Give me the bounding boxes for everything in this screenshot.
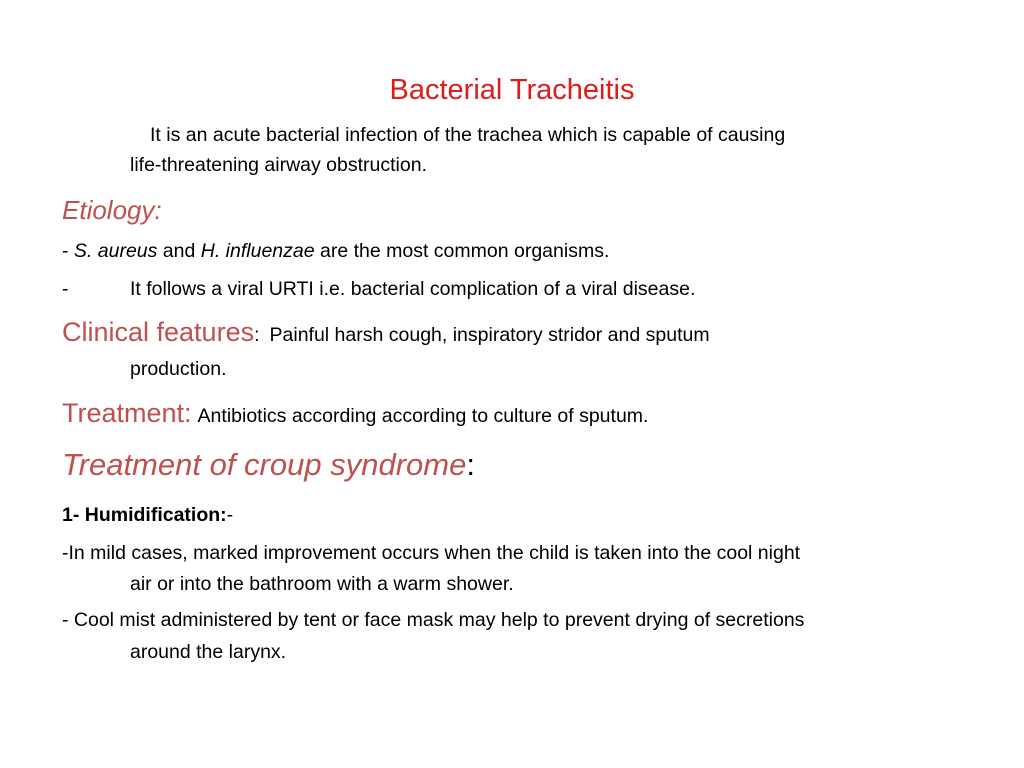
croup-heading-line <box>62 446 475 484</box>
clinical-features-text-1: Painful harsh cough, inspiratory stridor and sputum <box>269 324 710 346</box>
organism-s-aureus: S. aureus <box>73 240 158 262</box>
croup-item-2-line-2: around the larynx. <box>130 641 287 663</box>
croup-item-2-line-1: - Cool mist administered by tent or face mask may help to prevent drying of secretions <box>62 609 805 631</box>
croup-heading: Treatment of croup syndrome <box>62 447 467 482</box>
clinical-features-heading: Clinical features <box>62 317 255 347</box>
croup-heading-colon: : <box>466 447 475 482</box>
treatment-heading: Treatment: <box>62 398 192 428</box>
clinical-features-colon: : <box>254 324 260 346</box>
clinical-features-line <box>62 315 710 349</box>
etiology-item-1-rest: are the most common organisms. <box>314 240 610 262</box>
croup-item-1-line-2: air or into the bathroom with a warm shower. <box>130 573 514 595</box>
slide-title: Bacterial Tracheitis <box>389 74 635 106</box>
etiology-item-2-text: It follows a viral URTI i.e. bacterial complication of a viral disease. <box>130 278 696 300</box>
clinical-features-text-2: production. <box>130 358 227 380</box>
croup-item-1-line-1: -In mild cases, marked improvement occurs when the child is taken into the cool night <box>62 542 801 564</box>
etiology-heading: Etiology: <box>62 195 162 225</box>
treatment-text: Antibiotics according according to culture of sputum. <box>197 405 649 427</box>
etiology-item-1 <box>62 238 609 264</box>
etiology-item-2-dash: - <box>62 278 69 300</box>
humidification-line <box>62 502 233 528</box>
humidification-heading: 1- Humidification: <box>62 504 227 526</box>
intro-line-1: It is an acute bacterial infection of the trachea which is capable of causing <box>150 124 786 146</box>
etiology-item-1-and: and <box>157 240 201 262</box>
humidification-suffix: - <box>226 504 234 526</box>
treatment-line <box>62 396 648 430</box>
intro-line-2: life-threatening airway obstruction. <box>130 154 427 176</box>
etiology-item-1-dash: - <box>62 240 74 262</box>
organism-h-influenzae: H. influenzae <box>200 240 315 262</box>
